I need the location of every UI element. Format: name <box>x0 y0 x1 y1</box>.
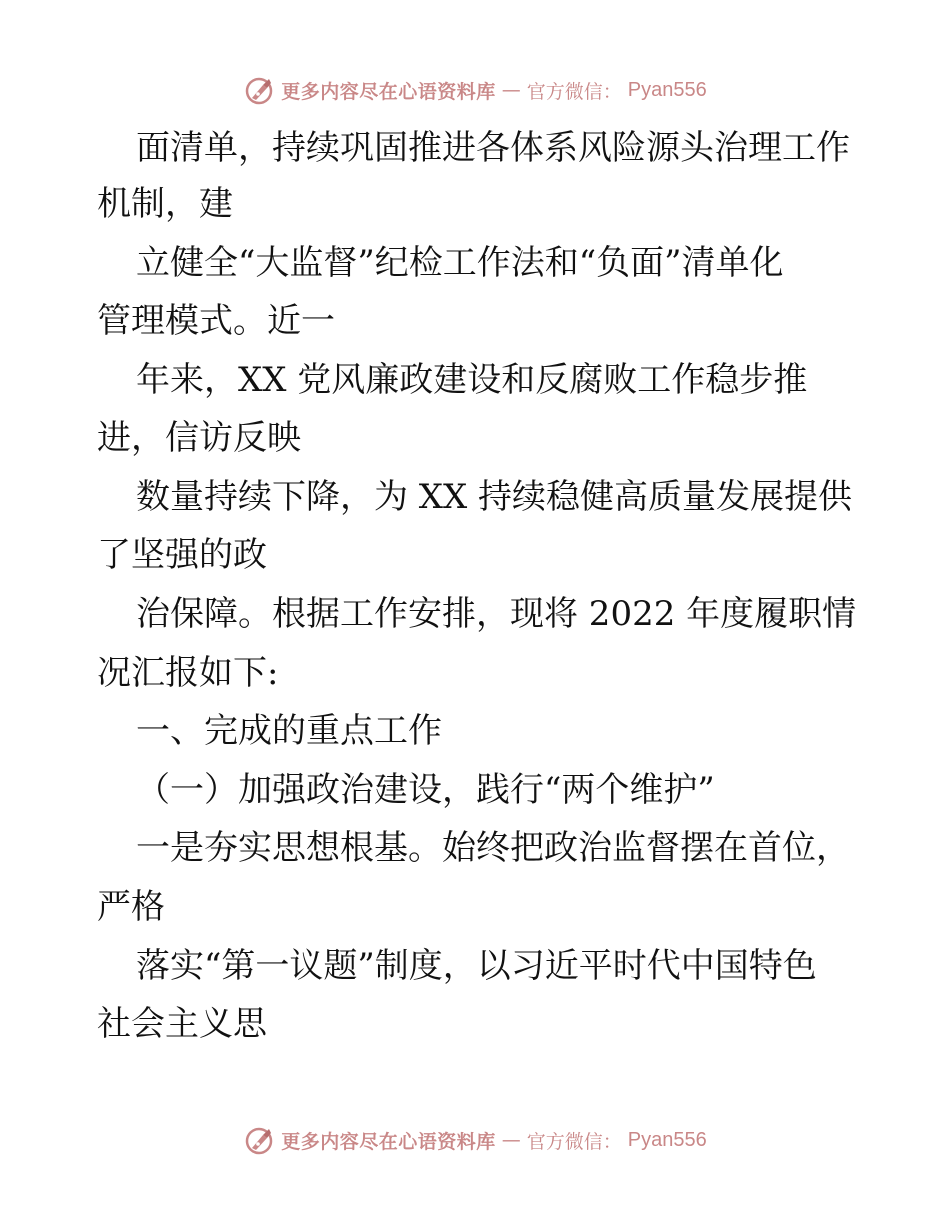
paragraph-line: 一是夯实思想根基。始终把政治监督摆在首位， <box>136 828 850 868</box>
paragraph-line: 数量持续下降，为 XX 持续稳健高质量发展提供 <box>136 477 853 517</box>
footer-watermark <box>0 1122 950 1158</box>
contact-id: Pyan556 <box>627 78 707 101</box>
paragraph-line: 管理模式。近一 <box>97 301 335 341</box>
contact-label: 官方微信： <box>526 80 622 103</box>
paragraph-line: 社会主义思 <box>97 1004 267 1044</box>
paragraph-line: 况汇报如下: <box>97 653 279 693</box>
site-name-text: 更多内容尽在心语资料库 <box>281 80 496 103</box>
paragraph-line: 立健全“大监督”纪检工作法和“负面”清单化 <box>136 243 784 283</box>
header-watermark <box>0 72 950 108</box>
contact-label: 官方微信： <box>526 1130 622 1153</box>
contact-id: Pyan556 <box>627 1128 707 1151</box>
paragraph-line: 进，信访反映 <box>97 418 301 458</box>
banner-dash: — <box>501 1129 521 1151</box>
pen-nib-logo-icon <box>243 1124 275 1156</box>
paragraph-line: 治保障。根据工作安排，现将 2022 年度履职情 <box>136 594 857 634</box>
paragraph-line: 机制，建 <box>97 184 233 224</box>
section-heading: 一、完成的重点工作 <box>136 711 442 751</box>
paragraph-line: 年来，XX 党风廉政建设和反腐败工作稳步推 <box>136 360 808 400</box>
site-name-text: 更多内容尽在心语资料库 <box>281 1130 496 1153</box>
pen-nib-logo-icon <box>243 74 275 106</box>
paragraph-line: 了坚强的政 <box>97 535 267 575</box>
paragraph-line: 落实“第一议题”制度，以习近平时代中国特色 <box>136 946 817 986</box>
subsection-heading: （一）加强政治建设，践行“两个维护” <box>136 770 715 810</box>
paragraph-line: 严格 <box>97 887 165 927</box>
banner-dash: — <box>501 79 521 101</box>
paragraph-line: 面清单，持续巩固推进各体系风险源头治理工作 <box>136 128 850 168</box>
